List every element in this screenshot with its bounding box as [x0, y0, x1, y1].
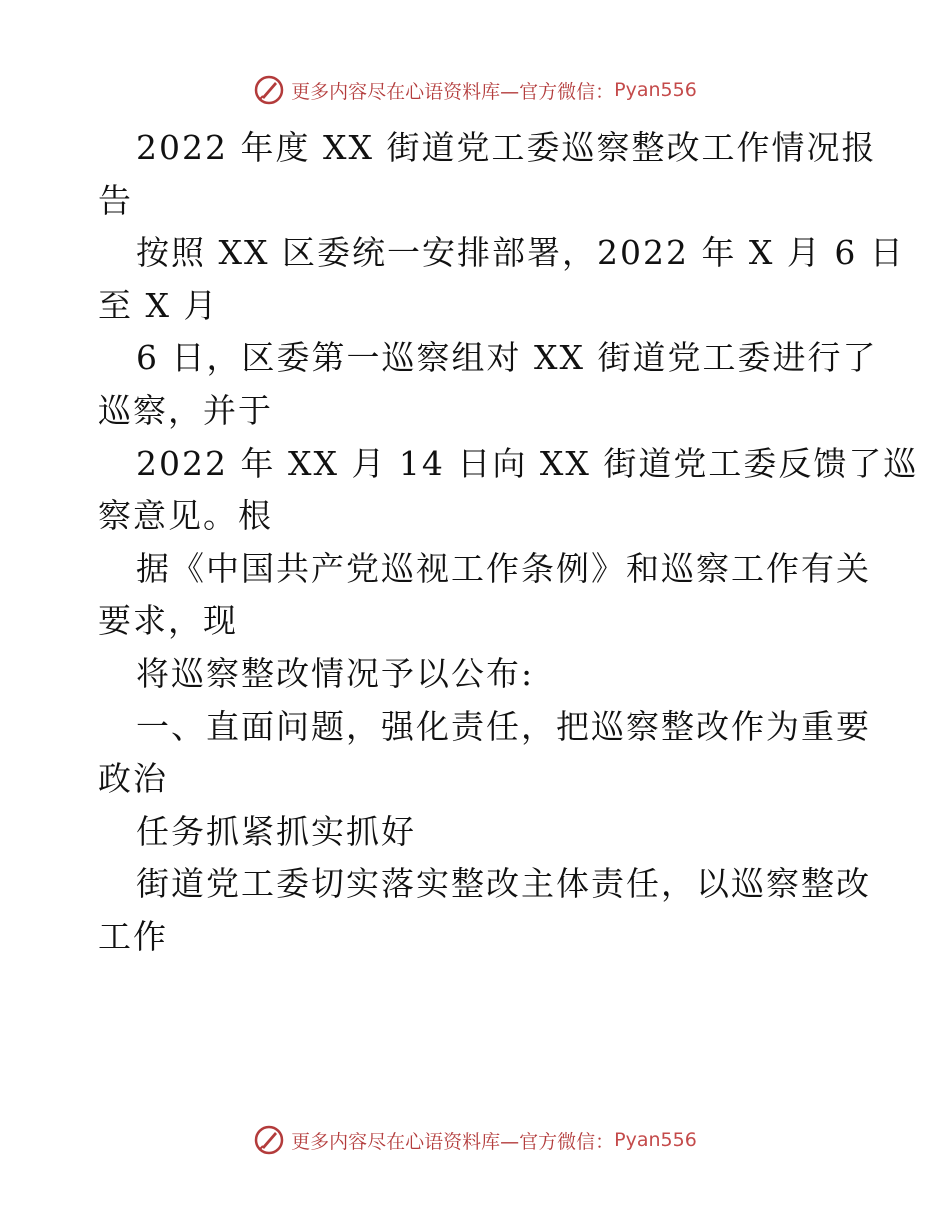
watermark-id: Pyan556	[614, 79, 697, 101]
watermark-banner-top	[0, 70, 950, 110]
text-line: 2022 年 XX 月 14 日向 XX 街道党工委反馈了巡	[136, 443, 919, 483]
text-line: 2022 年度 XX 街道党工委巡察整改工作情况报	[136, 128, 877, 167]
text-line: 任务抓紧抓实抓好	[136, 811, 416, 851]
watermark-text: 更多内容尽在心语资料库—官方微信：	[291, 80, 615, 103]
text-line: 街道党工委切实落实整改主体责任，以巡察整改	[136, 864, 871, 904]
text-line: 告	[98, 180, 133, 220]
text-line: 6 日，区委第一巡察组对 XX 街道党工委进行了	[136, 338, 878, 378]
quill-logo-icon	[253, 74, 285, 106]
text-line: 察意见。根	[98, 496, 273, 536]
text-line: 一、直面问题，强化责任，把巡察整改作为重要	[136, 706, 871, 746]
quill-logo-icon	[253, 1124, 285, 1156]
text-line: 要求，现	[98, 601, 238, 641]
text-line: 至 X 月	[98, 285, 219, 325]
text-line: 巡察，并于	[98, 390, 273, 430]
text-line: 据《中国共产党巡视工作条例》和巡察工作有关	[136, 548, 871, 588]
text-line: 工作	[98, 916, 168, 956]
text-line: 按照 XX 区委统一安排部署，2022 年 X 月 6 日	[136, 233, 905, 273]
document-body	[98, 122, 919, 964]
watermark-text: 更多内容尽在心语资料库—官方微信：	[291, 1130, 615, 1153]
text-line: 将巡察整改情况予以公布:	[136, 653, 535, 693]
watermark-banner-bottom	[0, 1120, 950, 1160]
watermark-id: Pyan556	[614, 1129, 697, 1151]
text-line: 政治	[98, 759, 168, 799]
